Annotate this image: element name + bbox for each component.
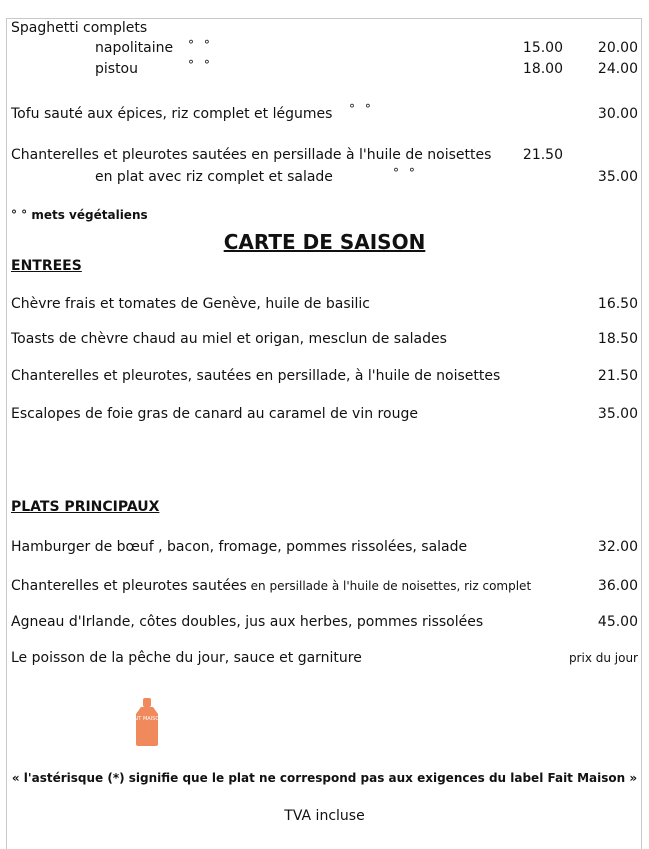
tva-note: TVA incluse	[284, 808, 365, 824]
list-item: Agneau d'Irlande, côtes doubles, jus aux herbes, pommes rissolées	[11, 614, 484, 630]
item-price: 21.50	[597, 368, 638, 384]
list-item-part: en persillade à l'huile de noisettes, riz complet	[246, 579, 532, 593]
vegan-mark: ° °	[393, 166, 418, 180]
list-item: Chanterelles et pleurotes, sautées en persillade, à l'huile de noisettes	[11, 368, 501, 384]
item-price: 45.00	[597, 614, 638, 630]
item-price: prix du jour	[568, 651, 638, 665]
label-note: « l'astérisque (*) signifie que le plat ne correspond pas aux exigences du label Fait Maison »	[11, 771, 638, 785]
chanterelles-price-small: 21.50	[522, 147, 563, 163]
pistou-price-large: 24.00	[597, 61, 638, 77]
tofu-label: Tofu sauté aux épices, riz complet et légumes	[11, 106, 333, 122]
menu-frame	[6, 18, 642, 849]
fait-maison-logo	[130, 698, 164, 746]
tofu-price: 30.00	[597, 106, 638, 122]
pistou-price-small: 18.00	[522, 61, 563, 77]
item-price: 36.00	[597, 578, 638, 594]
chanterelles-price-large: 35.00	[597, 169, 638, 185]
list-item-part: Chanterelles et pleurotes sautées	[11, 578, 247, 594]
list-item: Le poisson de la pêche du jour, sauce et garniture	[11, 650, 362, 666]
list-item: Toasts de chèvre chaud au miel et origan, mesclun de salades	[11, 331, 447, 347]
item-price: 32.00	[597, 539, 638, 555]
page-title: CARTE DE SAISON	[223, 230, 426, 254]
vegan-legend: ° ° mets végétaliens	[11, 208, 148, 222]
item-price: 35.00	[597, 406, 638, 422]
pistou-label: pistou	[95, 61, 138, 77]
logo-text: FAIT MAISON	[130, 716, 164, 722]
napolitaine-price-small: 15.00	[522, 40, 563, 56]
list-item	[11, 577, 531, 595]
item-price: 18.50	[597, 331, 638, 347]
vegan-mark: ° °	[188, 58, 213, 72]
plats-heading: PLATS PRINCIPAUX	[11, 499, 160, 515]
vegan-mark: ° °	[188, 38, 213, 52]
chanterelles-label: Chanterelles et pleurotes sautées en persillade à l'huile de noisettes	[11, 147, 492, 163]
list-item: Chèvre frais et tomates de Genève, huile de basilic	[11, 296, 370, 312]
entrees-heading: ENTREES	[11, 258, 82, 274]
chanterelles-line2: en plat avec riz complet et salade	[95, 169, 333, 185]
napolitaine-label: napolitaine	[95, 40, 174, 56]
vegan-mark: ° °	[349, 102, 374, 116]
spaghetti-title: Spaghetti complets	[11, 20, 148, 36]
item-price: 16.50	[597, 296, 638, 312]
list-item: Escalopes de foie gras de canard au caramel de vin rouge	[11, 406, 418, 422]
list-item: Hamburger de bœuf , bacon, fromage, pommes rissolées, salade	[11, 539, 468, 555]
napolitaine-price-large: 20.00	[597, 40, 638, 56]
